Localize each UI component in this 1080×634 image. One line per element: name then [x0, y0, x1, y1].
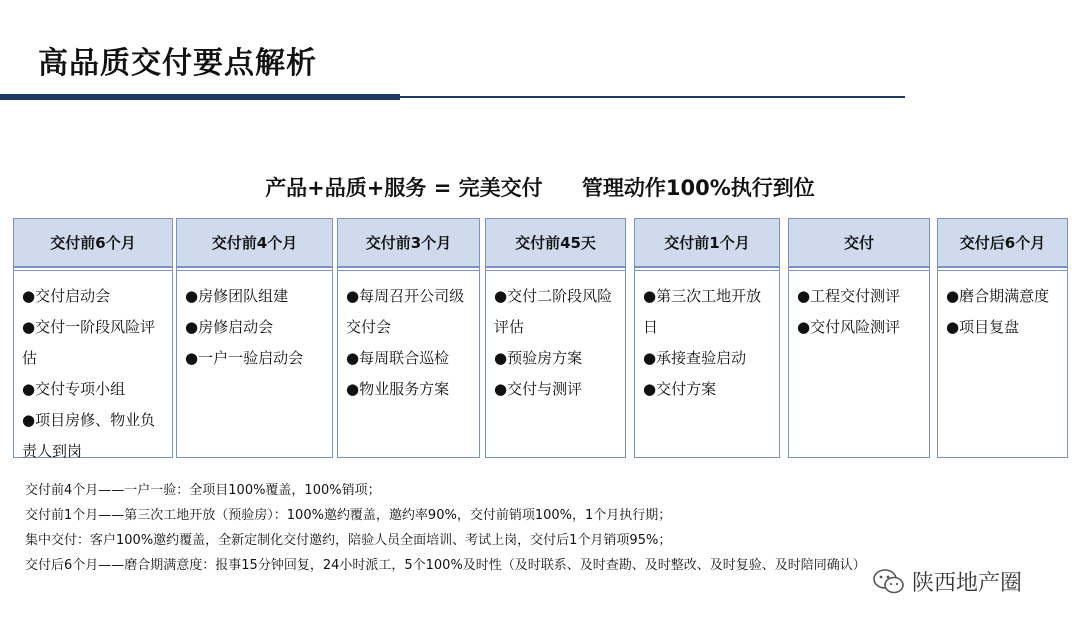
column-header: 交付前3个月: [338, 219, 479, 268]
list-item: ●交付与测评: [494, 380, 583, 398]
column-body: [338, 270, 479, 457]
note-line: 交付前4个月——一户一验：全项目100%覆盖，100%销项；: [25, 483, 381, 498]
list-item: ●承接查验启动: [643, 349, 747, 367]
list-item: ●交付二阶段风险评估: [494, 287, 613, 336]
column-body: [177, 270, 332, 457]
list-item: ●交付启动会: [22, 287, 111, 305]
note-line: 集中交付：客户100%邀约覆盖，全新定制化交付邀约，陪验人员全面培训、考试上岗，交付后1个月销项95%；: [25, 533, 672, 548]
list-item: ●房修团队组建: [185, 287, 289, 305]
timeline-column: [337, 218, 480, 458]
title-underline-thin: [400, 96, 905, 98]
list-item: ●项目房修、物业负责人到岗: [22, 411, 156, 460]
list-item: ●每周联合巡检: [346, 349, 450, 367]
watermark: [872, 566, 1022, 597]
column-body: [938, 270, 1067, 457]
list-item: ●交付方案: [643, 380, 717, 398]
column-header: 交付: [789, 219, 929, 268]
timeline-column: [485, 218, 626, 458]
note-line: 交付前1个月——第三次工地开放（预验房）：100%邀约覆盖，邀约率90%，交付前销项100%，1个月执行期；: [25, 508, 672, 523]
list-item: ●每周召开公司级交付会: [346, 287, 465, 336]
column-body: [635, 270, 779, 457]
column-body: [486, 270, 625, 457]
timeline-column: [634, 218, 780, 458]
list-item: ●磨合期满意度: [946, 287, 1050, 305]
headline: [0, 172, 1080, 202]
column-header: 交付前45天: [486, 219, 625, 268]
title-underline-thick: [0, 94, 400, 100]
timeline-column: [788, 218, 930, 458]
wechat-icon: [872, 567, 906, 597]
timeline-column: [937, 218, 1068, 458]
list-item: ●一户一验启动会: [185, 349, 304, 367]
list-item: ●房修启动会: [185, 318, 274, 336]
list-item: ●交付风险测评: [797, 318, 901, 336]
timeline-column: [176, 218, 333, 458]
watermark-text: 陕西地产圈: [912, 571, 1023, 596]
list-item: ●工程交付测评: [797, 287, 901, 305]
column-header: 交付后6个月: [938, 219, 1067, 268]
headline-formula: 产品+品质+服务 = 完美交付: [265, 176, 543, 200]
list-item: ●项目复盘: [946, 318, 1020, 336]
list-item: ●物业服务方案: [346, 380, 450, 398]
column-body: [789, 270, 929, 457]
list-item: ●第三次工地开放日: [643, 287, 762, 336]
column-header: 交付前6个月: [14, 219, 172, 268]
note-line: 交付后6个月——磨合期满意度：报事15分钟回复，24小时派工，5个100%及时性（及时联系、及时查勘、及时整改、及时复验、及时陪同确认）: [25, 558, 866, 573]
column-body: [14, 270, 172, 460]
list-item: ●交付一阶段风险评估: [22, 318, 156, 367]
list-item: ●预验房方案: [494, 349, 583, 367]
column-header: 交付前1个月: [635, 219, 779, 268]
list-item: ●交付专项小组: [22, 380, 126, 398]
column-header: 交付前4个月: [177, 219, 332, 268]
headline-principle: 管理动作100%执行到位: [581, 176, 815, 200]
notes-block: [25, 478, 866, 578]
page-title: 高品质交付要点解析: [38, 46, 317, 81]
timeline-column: [13, 218, 173, 458]
